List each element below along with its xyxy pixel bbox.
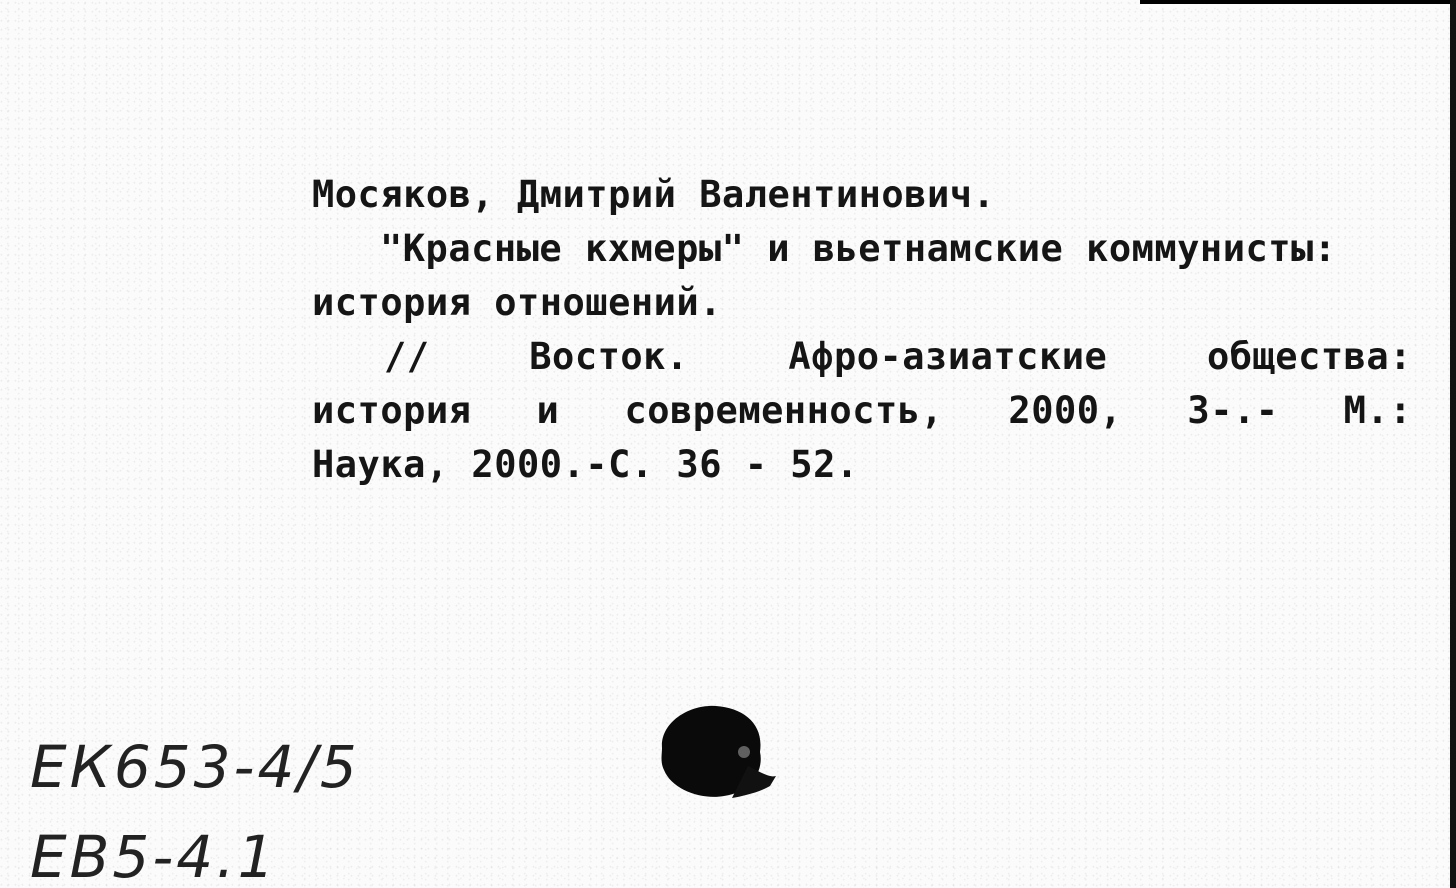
shelfmark-1: ЕК653-4/5	[30, 733, 360, 801]
source-word: Восток.	[529, 335, 689, 378]
author-line: Мосяков, Дмитрий Валентинович.	[312, 173, 996, 216]
source-word: история	[312, 389, 472, 432]
source-word: и	[536, 389, 560, 432]
source-line-3: Наука, 2000.-С. 36 - 52.	[312, 443, 859, 486]
title-line-2: история отношений.	[312, 281, 722, 324]
title-line-1: "Красные кхмеры" и вьетнамские коммунисты:	[380, 227, 1337, 270]
source-word: //	[384, 335, 430, 378]
card-edge-top	[1140, 0, 1456, 4]
source-word: современность,	[624, 389, 944, 432]
handwritten-shelfmarks	[30, 722, 360, 888]
source-line-2	[312, 384, 1412, 438]
punch-hole-icon	[652, 700, 778, 808]
shelfmark-2: ЕВ5-4.1	[30, 823, 278, 888]
source-word: Афро-азиатские	[788, 335, 1108, 378]
source-word: 2000,	[1008, 389, 1123, 432]
bibliographic-entry	[312, 168, 1412, 492]
card-edge-right	[1450, 0, 1456, 888]
source-word: общества:	[1206, 335, 1412, 378]
source-word: М.:	[1343, 389, 1412, 432]
source-word: 3-.-	[1187, 389, 1279, 432]
source-line-1	[312, 330, 1412, 384]
